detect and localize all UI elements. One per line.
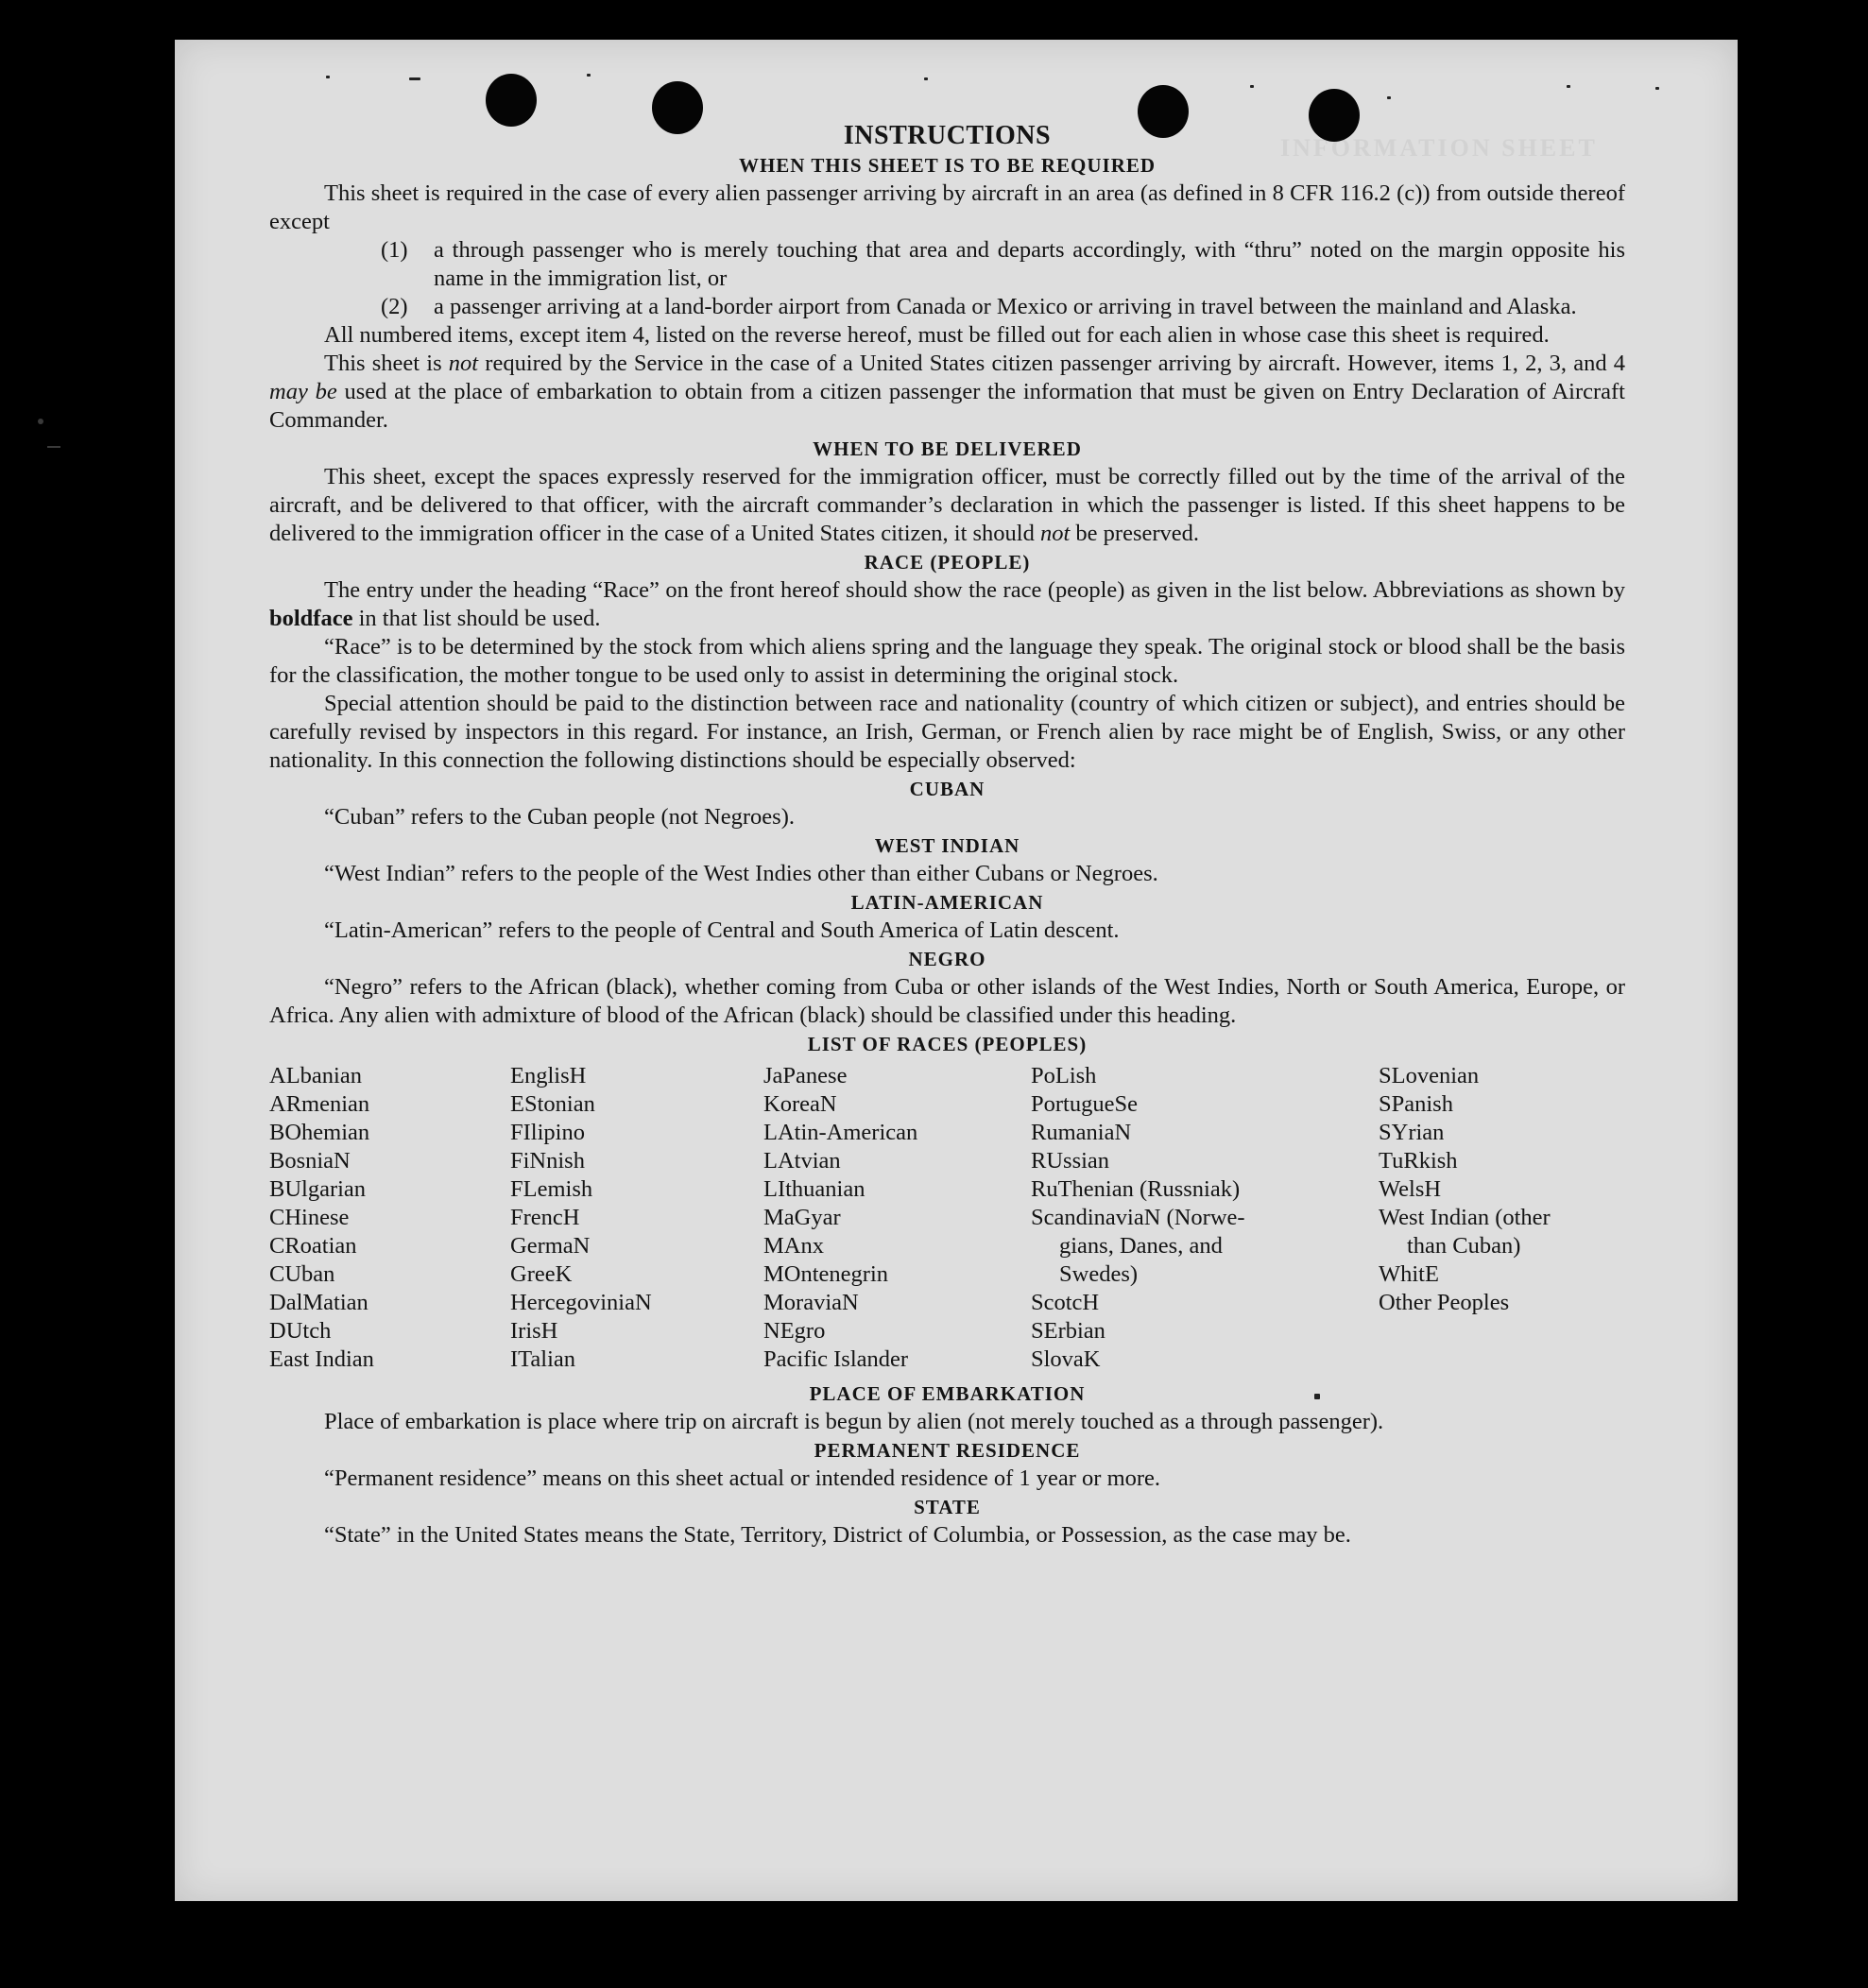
race-item: FiNnish [510, 1148, 585, 1174]
section-heading: CUBAN [909, 778, 985, 800]
emphasis: not [1039, 521, 1071, 546]
paragraph: Special attention should be paid to the distinction between race and nationality (country of which citizen or subject), and entries should be carefully revised by inspectors in this regard. For instance, an Irish, German, or French alien by race might be of English, Swiss, or any other nationality. In this connection the following distinctions should be especially observed: [269, 691, 1625, 773]
race-item: JaPanese [763, 1063, 848, 1088]
race-item: KoreaN [763, 1091, 837, 1117]
punch-hole [486, 74, 537, 127]
race-item: ARmenian [269, 1091, 370, 1117]
paragraph: Place of embarkation is place where trip on aircraft is begun by alien (not merely touched as a through passenger). [324, 1409, 1384, 1434]
race-item: NEgro [763, 1318, 826, 1344]
race-item: DUtch [269, 1318, 332, 1344]
list-item [269, 236, 1625, 293]
races-column [763, 1062, 1031, 1374]
race-item: DalMatian [269, 1290, 368, 1315]
race-item: MOntenegrin [763, 1261, 888, 1287]
race-item: CUban [269, 1261, 335, 1287]
paragraph [269, 463, 1625, 548]
paragraph: “Race” is to be determined by the stock from which aliens spring and the language they speak. The original stock or blood shall be the basis for the classification, the mother tongue to be used only to assist in determining the original stock. [269, 634, 1625, 688]
emphasis: boldface [269, 606, 353, 631]
race-item: WelsH [1379, 1176, 1442, 1202]
race-item: SErbian [1031, 1318, 1105, 1344]
text: The entry under the heading “Race” on the front hereof should show the race (people) as given in the list below. Abbreviations as shown by [324, 577, 1625, 603]
speck [587, 74, 591, 77]
speck [1250, 85, 1254, 88]
race-item: FIlipino [510, 1120, 585, 1145]
race-item: MaGyar [763, 1205, 841, 1230]
section-heading: NEGRO [908, 948, 986, 970]
section-heading: WHEN TO BE DELIVERED [813, 437, 1082, 460]
race-item: West Indian (other [1379, 1205, 1551, 1230]
paragraph: “West Indian” refers to the people of the West Indies other than either Cubans or Negroes. [324, 861, 1158, 886]
text: required by the Service in the case of a United States citizen passenger arriving by aircraft. However, items 1, 2, 3, and 4 [478, 351, 1626, 376]
race-item-continued: gians, Danes, and [1059, 1233, 1223, 1259]
text: be preserved. [1070, 521, 1200, 546]
race-item: MAnx [763, 1233, 824, 1259]
speck [409, 77, 420, 80]
race-item: HercegoviniaN [510, 1290, 652, 1315]
section-heading: PLACE OF EMBARKATION [809, 1382, 1086, 1405]
races-column [510, 1062, 763, 1374]
race-item: Other Peoples [1379, 1290, 1510, 1315]
race-item: MoraviaN [763, 1290, 859, 1315]
race-item: CHinese [269, 1205, 350, 1230]
section-heading: STATE [914, 1496, 981, 1518]
race-item: CRoatian [269, 1233, 357, 1259]
text: in that list should be used. [352, 606, 601, 631]
section-heading: LIST OF RACES (PEOPLES) [807, 1033, 1088, 1055]
section-heading: PERMANENT RESIDENCE [814, 1439, 1081, 1462]
race-item: LAtin-American [763, 1120, 918, 1145]
show-through-text: INFORMATION SHEET [1280, 134, 1598, 162]
race-item: East Indian [269, 1346, 374, 1372]
race-item: BUlgarian [269, 1176, 367, 1202]
race-item: LIthuanian [763, 1176, 865, 1202]
race-item: SYrian [1379, 1120, 1445, 1145]
list-item [269, 293, 1625, 321]
race-item: SlovaK [1031, 1346, 1101, 1372]
edge-mark [38, 419, 43, 424]
race-item: FLemish [510, 1176, 593, 1202]
races-column [1379, 1062, 1622, 1374]
race-item: PortugueSe [1031, 1091, 1138, 1117]
item-text: a passenger arriving at a land-border airport from Canada or Mexico or arriving in travel between the mainland and Alaska. [434, 294, 1577, 319]
race-item: SPanish [1379, 1091, 1453, 1117]
race-item: PoLish [1031, 1063, 1097, 1088]
races-column [1031, 1062, 1379, 1374]
race-item: SLovenian [1379, 1063, 1480, 1088]
race-item: ITalian [510, 1346, 576, 1372]
text: This sheet, except the spaces expressly reserved for the immigration officer, must be correctly filled out by the time of the arrival of the aircraft, and be delivered to that officer, with the aircraft commander’s declaration in which the passenger is listed. If this sheet happens to be delivered to the immigration officer in the case of a United States citizen, it should [269, 464, 1625, 546]
page-title: INSTRUCTIONS [843, 121, 1052, 150]
speck [924, 77, 928, 80]
race-item: WhitE [1379, 1261, 1439, 1287]
section-heading: WEST INDIAN [874, 834, 1020, 857]
race-item: EnglisH [510, 1063, 587, 1088]
section-heading: LATIN-AMERICAN [850, 891, 1044, 914]
race-item: Pacific Islander [763, 1346, 909, 1372]
race-item-continued: Swedes) [1059, 1261, 1139, 1287]
speck [1567, 85, 1570, 88]
race-item: BOhemian [269, 1120, 370, 1145]
paragraph: “Cuban” refers to the Cuban people (not Negroes). [324, 804, 795, 830]
paragraph [269, 576, 1625, 633]
race-item: RuThenian (Russniak) [1031, 1176, 1241, 1202]
paragraph [269, 350, 1625, 435]
race-item: IrisH [510, 1318, 558, 1344]
paragraph: “Latin-American” refers to the people of Central and South America of Latin descent. [324, 917, 1120, 943]
race-item: RUssian [1031, 1148, 1110, 1174]
speck [1655, 87, 1659, 90]
race-item: BosniaN [269, 1148, 351, 1174]
race-item: EStonian [510, 1091, 595, 1117]
item-number: (1) [381, 237, 408, 263]
race-item: ScandinaviaN (Norwe- [1031, 1205, 1245, 1230]
paragraph: All numbered items, except item 4, listed on the reverse hereof, must be filled out for each alien in whose case this sheet is required. [324, 322, 1550, 348]
race-item: TuRkish [1379, 1148, 1458, 1174]
text: used at the place of embarkation to obtain from a citizen passenger the information that must be given on Entry Declaration of Aircraft Commander. [269, 379, 1625, 433]
text: This sheet is [324, 351, 449, 376]
section-heading: WHEN THIS SHEET IS TO BE REQUIRED [738, 154, 1157, 177]
paragraph: “State” in the United States means the State, Territory, District of Columbia, or Possession, as the case may be. [324, 1522, 1351, 1548]
paragraph: This sheet is required in the case of every alien passenger arriving by aircraft in an area (as defined in 8 CFR 116.2 (c)) from outside thereof except [269, 180, 1625, 234]
races-column [269, 1062, 510, 1374]
speck [326, 76, 330, 78]
race-item: FrencH [510, 1205, 580, 1230]
edge-mark [47, 446, 60, 448]
race-item: GermaN [510, 1233, 591, 1259]
emphasis: not [448, 351, 479, 376]
section-heading: RACE (PEOPLE) [864, 551, 1031, 574]
race-item: LAtvian [763, 1148, 841, 1174]
item-text: a through passenger who is merely touching that area and departs accordingly, with “thru” noted on the margin opposite his name in the immigration list, or [434, 237, 1625, 291]
race-item: ALbanian [269, 1063, 362, 1088]
race-item: ScotcH [1031, 1290, 1100, 1315]
race-item: RumaniaN [1031, 1120, 1132, 1145]
item-number: (2) [381, 294, 408, 319]
paragraph: “Permanent residence” means on this sheet actual or intended residence of 1 year or more. [324, 1465, 1161, 1491]
paragraph: “Negro” refers to the African (black), whether coming from Cuba or other islands of the West Indies, North or South America, Europe, or Africa. Any alien with admixture of blood of the African (black) should be classified under this heading. [269, 974, 1625, 1028]
races-list [269, 1062, 1625, 1374]
emphasis: may be [269, 379, 337, 404]
race-item: GreeK [510, 1261, 573, 1287]
race-item-continued: than Cuban) [1407, 1233, 1521, 1259]
speck [1387, 96, 1391, 99]
